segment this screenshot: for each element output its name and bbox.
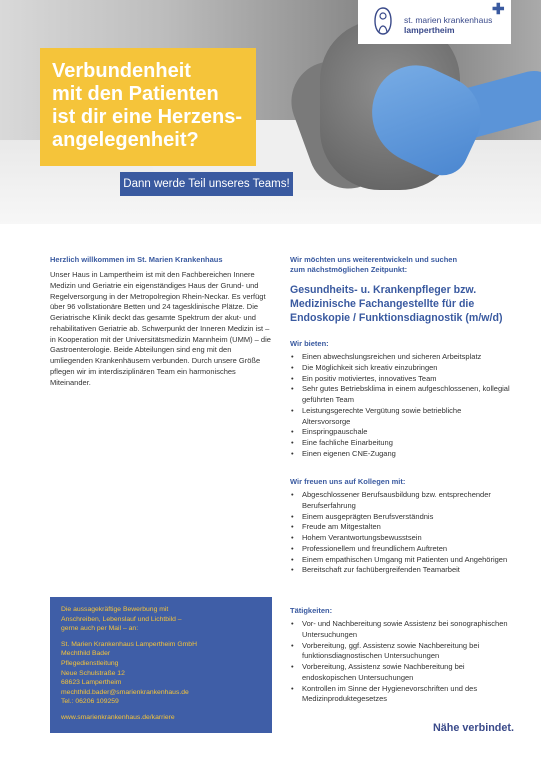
list-item: • Einem empathischen Umgang mit Patienten und Angehörigen <box>290 555 510 566</box>
job-title-line: Medizinische Fachangestellte für die <box>290 298 475 310</box>
slogan: Nähe verbindet. <box>433 722 514 734</box>
logo-name: st. marien krankenhaus <box>404 15 493 25</box>
welcome-paragraph: Unser Haus in Lampertheim ist mit den Fachbereichen Innere Medizin und Geriatrie ein eigenständiges Haus der Grund- und Regelversorgung in der Metropolregion Rhein-Neckar. Es verfügt über 96 vollstationäre Betten und 24 tagesklinische Plätze. Die Geriatrische Klinik deckt das gesamte Spektrum der akut- und rehabilitativen Geriatrie ab. Schwerpunkt der Inneren Medizin ist – in Kooperation mit der Universitätsmedizin Mannheim (UMM) – die Gastroenterologie. Beide Abteilungen sind eng mit den umliegenden Krankenhäusern verbunden. Durch unsere Größe pflegen wir im interdisziplinären Team ein harmonisches Miteinander. <box>50 270 271 387</box>
address-line: St. Marien Krankenhaus Lampertheim GmbH <box>61 640 197 648</box>
headline-line: mit den Patienten <box>52 83 219 105</box>
headline-line: Verbundenheit <box>52 60 191 82</box>
list-item: • Die Möglichkeit sich kreativ einzubringen <box>290 363 510 374</box>
list-item: • Freude am Mitgestalten <box>290 522 510 533</box>
offer-heading: Wir bieten: <box>290 339 329 348</box>
list-item: • Vor- und Nachbereitung sowie Assistenz bei sonographischen Untersuchungen <box>290 619 510 641</box>
list-item: • Hohem Verantwortungsbewusstsein <box>290 533 510 544</box>
requirements-heading: Wir freuen uns auf Kollegen mit: <box>290 477 406 486</box>
list-item: • Bereitschaft zur fachübergreifenden Teamarbeit <box>290 565 510 576</box>
list-item: • Einen eigenen CNE-Zugang <box>290 449 510 460</box>
career-website-link[interactable]: www.smarienkrankenhaus.de/karriere <box>61 713 175 721</box>
address-line: 68623 Lampertheim <box>61 679 122 687</box>
address-line: Neue Schulstraße 12 <box>61 669 125 677</box>
headline-line: ist dir eine Herzens- <box>52 106 243 128</box>
intro-line: zum nächstmöglichen Zeitpunkt: <box>290 265 408 274</box>
apply-line: Die aussagekräftige Bewerbung mit <box>61 606 169 613</box>
tasks-heading: Tätigkeiten: <box>290 606 333 615</box>
list-item: • Sehr gutes Betriebsklima in einem aufgeschlossenen, kollegial geführten Team <box>290 384 510 406</box>
email-link[interactable]: mechthild.bader@smarienkrankenhaus.de <box>61 688 189 696</box>
tasks-list <box>290 619 510 705</box>
search-intro <box>290 255 510 275</box>
phone-number: Tel.: 06206 109259 <box>61 698 119 706</box>
offer-list <box>290 352 510 460</box>
list-item: • Professionellem und freundlichem Auftreten <box>290 544 510 555</box>
list-item: • Einem ausgeprägten Berufsverständnis <box>290 512 510 523</box>
apply-line: Anschreiben, Lebenslauf und Lichtbild – <box>61 615 182 623</box>
headline <box>52 60 282 152</box>
join-team-banner: Dann werde Teil unseres Teams! <box>120 172 293 196</box>
list-item: • Einspringpauschale <box>290 427 510 438</box>
list-item: • Einen abwechslungsreichen und sicheren Arbeitsplatz <box>290 352 510 363</box>
list-item: • Vorbereitung, ggf. Assistenz sowie Nachbereitung bei funktionsdiagnostischen Untersuchungen <box>290 641 510 663</box>
apply-line: gerne auch per Mail – an: <box>61 625 139 633</box>
list-item: • Eine fachliche Einarbeitung <box>290 438 510 449</box>
job-title-line: Gesundheits- u. Krankenpfleger bzw. <box>290 284 477 296</box>
job-title-line: Endoskopie / Funktionsdiagnostik (m/w/d) <box>290 312 503 324</box>
list-item: • Abgeschlossener Berufsausbildung bzw. entsprechender Berufserfahrung <box>290 490 510 512</box>
cross-icon: ✚ <box>492 1 505 18</box>
intro-line: Wir möchten uns weiterentwickeln und suchen <box>290 255 458 264</box>
address-line: Pflegedienstleitung <box>61 659 119 667</box>
requirements-list <box>290 490 510 576</box>
headline-line: angelegenheit? <box>52 129 199 151</box>
contact-details <box>61 605 266 723</box>
list-item: • Vorbereitung, Assistenz sowie Nachbereitung bei endoskopischen Untersuchungen <box>290 662 510 684</box>
address-line: Mechthild Bader <box>61 650 111 658</box>
welcome-title: Herzlich willkommen im St. Marien Krankenhaus <box>50 255 223 264</box>
list-item: • Ein positiv motiviertes, innovatives Team <box>290 374 510 385</box>
job-title <box>290 283 515 325</box>
list-item: • Leistungsgerechte Vergütung sowie betriebliche Altersvorsorge <box>290 406 510 428</box>
logo-city: lampertheim <box>404 25 455 35</box>
madonna-logo-icon <box>372 6 394 36</box>
list-item: • Kontrollen im Sinne der Hygienevorschriften und des Medizinproduktegesetzes <box>290 684 510 706</box>
